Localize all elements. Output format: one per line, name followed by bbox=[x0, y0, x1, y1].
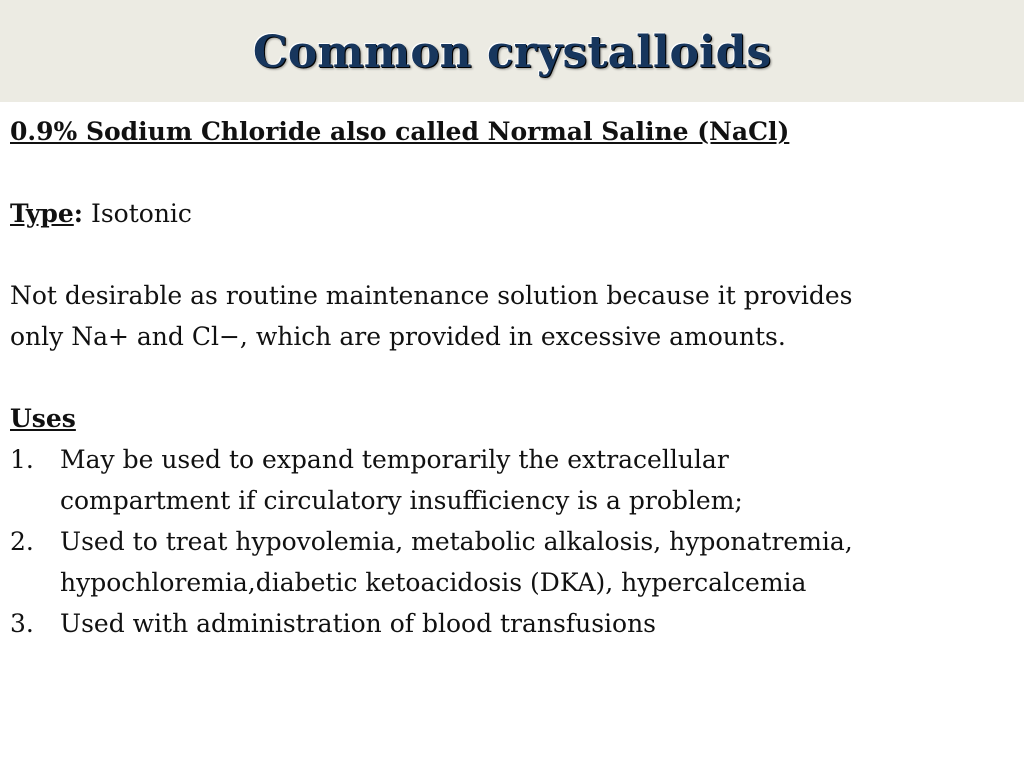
section-heading: 0.9% Sodium Chloride also called Normal Saline (NaCl) bbox=[10, 117, 790, 146]
list-item-text bbox=[60, 439, 1010, 521]
spacer bbox=[10, 152, 1010, 193]
spacer bbox=[10, 234, 1010, 275]
list-item-line: Used to treat hypovolemia, metabolic alkalosis, hyponatremia, bbox=[60, 527, 853, 556]
type-colon: : bbox=[73, 199, 84, 228]
uses-list bbox=[10, 439, 1010, 644]
list-item-number: 3. bbox=[10, 609, 34, 638]
list-item-number: 1. bbox=[10, 445, 34, 474]
description-line-2: only Na+ and Cl−, which are provided in excessive amounts. bbox=[10, 322, 786, 351]
list-item bbox=[10, 521, 1010, 603]
list-item-line: compartment if circulatory insufficiency is a problem; bbox=[60, 486, 743, 515]
list-item-text bbox=[60, 603, 1010, 644]
type-line bbox=[10, 193, 1010, 234]
type-value: Isotonic bbox=[83, 199, 192, 228]
list-item-text bbox=[60, 521, 1010, 603]
slide-title: Common crystalloids bbox=[252, 27, 772, 78]
list-item-line: May be used to expand temporarily the extracellular bbox=[60, 445, 729, 474]
title-bar bbox=[0, 0, 1024, 102]
spacer bbox=[10, 357, 1010, 398]
description-line-1: Not desirable as routine maintenance solution because it provides bbox=[10, 281, 853, 310]
list-item bbox=[10, 439, 1010, 521]
uses-heading: Uses bbox=[10, 404, 76, 433]
list-item-number: 2. bbox=[10, 527, 34, 556]
list-item-line: Used with administration of blood transfusions bbox=[60, 609, 657, 638]
list-item bbox=[10, 603, 1010, 644]
slide-content bbox=[10, 111, 1010, 644]
type-label: Type bbox=[10, 199, 74, 228]
list-item-line: hypochloremia,diabetic ketoacidosis (DKA), hypercalcemia bbox=[60, 568, 807, 597]
